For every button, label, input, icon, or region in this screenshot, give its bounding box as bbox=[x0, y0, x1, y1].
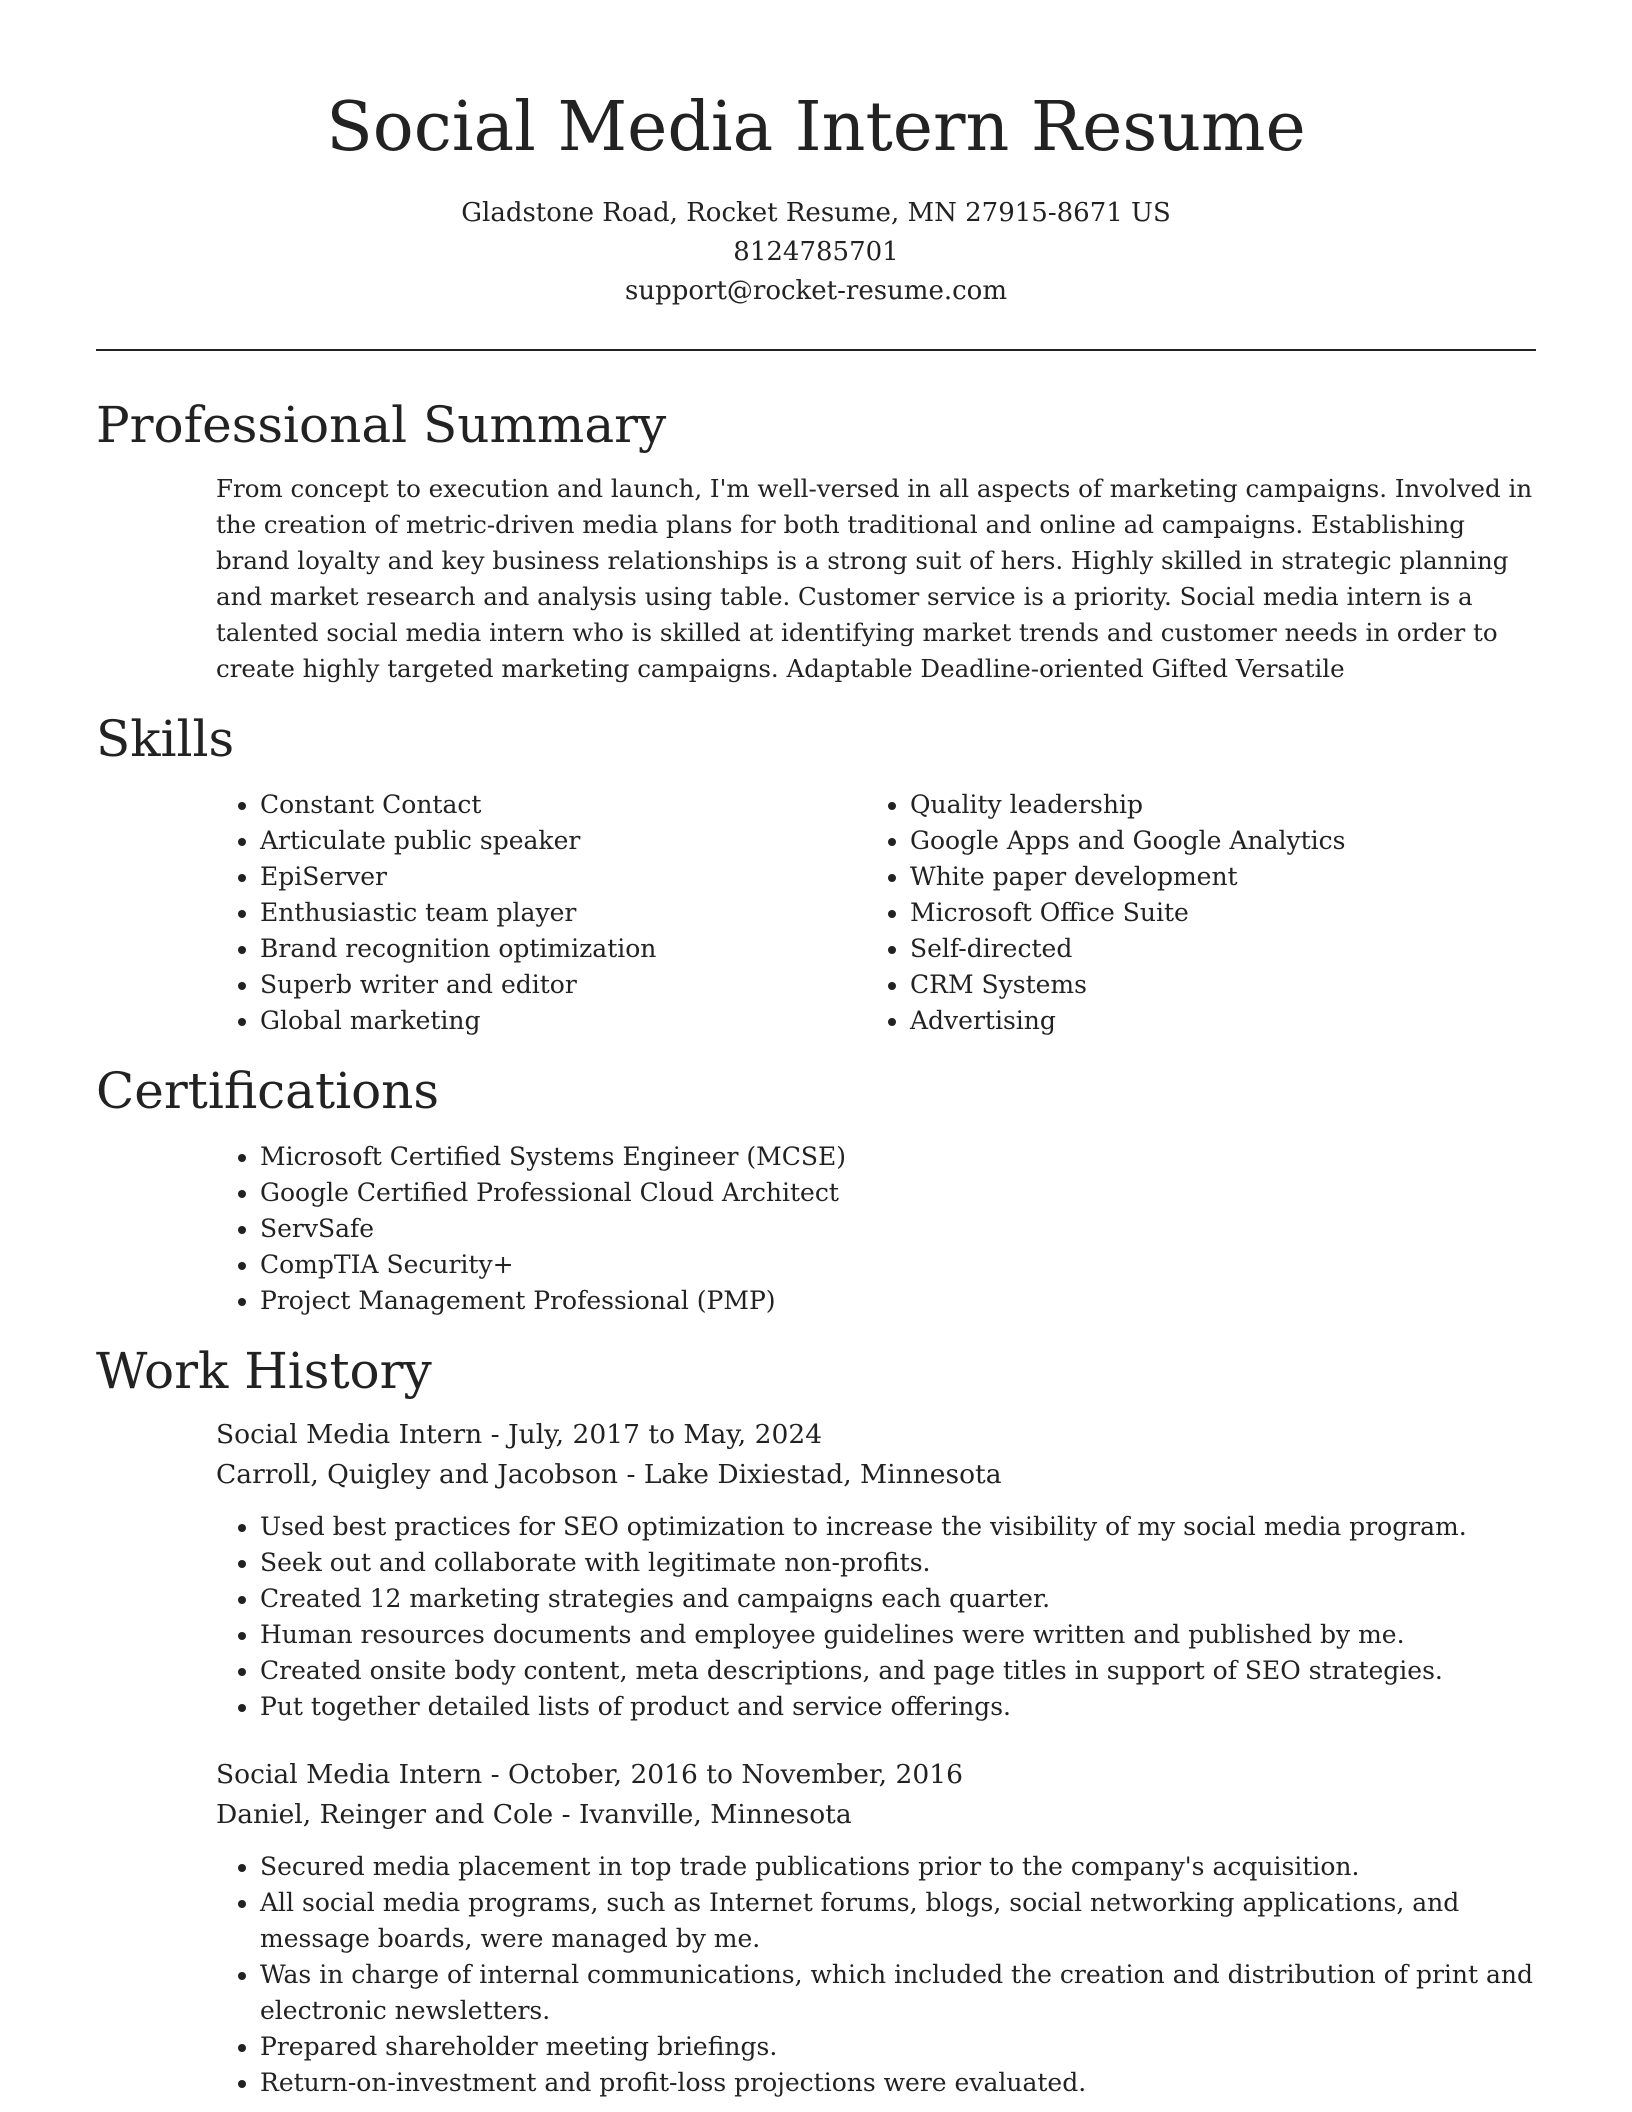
skill-item: • Google Apps and Google Analytics bbox=[910, 823, 1516, 859]
job-bullet: • Created onsite body content, meta descriptions, and page titles in support of SEO strategies. bbox=[260, 1653, 1536, 1689]
job-title-line bbox=[216, 1755, 1536, 1795]
job-bullet: • Used best practices for SEO optimization to increase the visibility of my social media program. bbox=[260, 1509, 1536, 1545]
certification-item: • Project Management Professional (PMP) bbox=[260, 1283, 1536, 1319]
job-bullet: • Return-on-investment and profit-loss projections were evaluated. bbox=[260, 2065, 1536, 2101]
skill-item: • CRM Systems bbox=[910, 967, 1516, 1003]
skill-item: • White paper development bbox=[910, 859, 1516, 895]
skills-section bbox=[96, 709, 1536, 1039]
skills-list-right bbox=[866, 787, 1516, 1039]
job-location: - Lake Dixiestad, Minnesota bbox=[618, 1459, 1002, 1490]
skills-column-right bbox=[866, 787, 1516, 1039]
skills-grid bbox=[216, 787, 1536, 1039]
job-company: Daniel, Reinger and Cole bbox=[216, 1799, 554, 1830]
skill-item: • Microsoft Office Suite bbox=[910, 895, 1516, 931]
certification-item: • ServSafe bbox=[260, 1211, 1536, 1247]
work-history-section bbox=[96, 1341, 1536, 2101]
skill-item: • Advertising bbox=[910, 1003, 1516, 1039]
job-bullet: • Secured media placement in top trade publications prior to the company's acquisition. bbox=[260, 1849, 1536, 1885]
job-role: Social Media Intern bbox=[216, 1759, 483, 1790]
certification-item: • CompTIA Security+ bbox=[260, 1247, 1536, 1283]
resume-title: Social Media Intern Resume bbox=[326, 88, 1306, 167]
contact-address: Gladstone Road, Rocket Resume, MN 27915-8671 US bbox=[461, 198, 1171, 228]
section-title-skills: Skills bbox=[96, 710, 235, 768]
section-title-certifications: Certifications bbox=[96, 1062, 440, 1120]
skill-item: • Brand recognition optimization bbox=[260, 931, 866, 967]
skill-item: • Quality leadership bbox=[910, 787, 1516, 823]
section-title-summary: Professional Summary bbox=[96, 396, 667, 454]
job-bullet: • Human resources documents and employee guidelines were written and published by me. bbox=[260, 1617, 1536, 1653]
job-company-line bbox=[216, 1795, 1536, 1835]
job-bullet: • Put together detailed lists of product and service offerings. bbox=[260, 1689, 1536, 1725]
professional-summary-section bbox=[96, 395, 1536, 687]
skill-item: • Articulate public speaker bbox=[260, 823, 866, 859]
header-divider bbox=[96, 349, 1536, 351]
job-bullet: • Prepared shareholder meeting briefings. bbox=[260, 2029, 1536, 2065]
job-location: - Ivanville, Minnesota bbox=[553, 1799, 852, 1830]
contact-phone: 8124785701 bbox=[733, 237, 899, 267]
certifications-section bbox=[96, 1061, 1536, 1319]
job-bullet: • Was in charge of internal communications, which included the creation and distribution of print and electronic newsletters. bbox=[260, 1957, 1536, 2029]
resume-header bbox=[96, 0, 1536, 311]
job-entry bbox=[216, 1755, 1536, 2101]
skill-item: • Global marketing bbox=[260, 1003, 866, 1039]
certification-item: • Microsoft Certified Systems Engineer (MCSE) bbox=[260, 1139, 1536, 1175]
job-bullet: • Seek out and collaborate with legitimate non-profits. bbox=[260, 1545, 1536, 1581]
skill-item: • EpiServer bbox=[260, 859, 866, 895]
skill-item: • Superb writer and editor bbox=[260, 967, 866, 1003]
job-entry bbox=[216, 1415, 1536, 1725]
certification-item: • Google Certified Professional Cloud Architect bbox=[260, 1175, 1536, 1211]
skill-item: • Constant Contact bbox=[260, 787, 866, 823]
summary-text: From concept to execution and launch, I'm well-versed in all aspects of marketing campaigns. Involved in the creation of metric-driven media plans for both traditional and online ad campaigns. Establishing brand loyalty and key business relationships is a strong suit of hers. Highly skilled in strategic planning and market research and analysis using table. Customer service is a priority. Social media intern is a talented social media intern who is skilled at identifying market trends and customer needs in order to create highly targeted marketing campaigns. Adaptable Deadline-oriented Gifted Versatile bbox=[216, 474, 1533, 683]
contact-info bbox=[96, 194, 1536, 311]
skill-item: • Enthusiastic team player bbox=[260, 895, 866, 931]
job-bullets bbox=[216, 1509, 1536, 1725]
job-title-line bbox=[216, 1415, 1536, 1455]
skill-item: • Self-directed bbox=[910, 931, 1516, 967]
job-company-line bbox=[216, 1455, 1536, 1495]
job-bullet: • Created 12 marketing strategies and campaigns each quarter. bbox=[260, 1581, 1536, 1617]
job-dates: - July, 2017 to May, 2024 bbox=[482, 1419, 823, 1450]
section-title-work-history: Work History bbox=[96, 1342, 432, 1400]
skills-list-left bbox=[216, 787, 866, 1039]
contact-email: support@rocket-resume.com bbox=[624, 276, 1007, 306]
job-bullets bbox=[216, 1849, 1536, 2101]
job-role: Social Media Intern bbox=[216, 1419, 483, 1450]
job-dates: - October, 2016 to November, 2016 bbox=[482, 1759, 963, 1790]
skills-column-left bbox=[216, 787, 866, 1039]
certifications-list bbox=[216, 1139, 1536, 1319]
job-company: Carroll, Quigley and Jacobson bbox=[216, 1459, 619, 1490]
job-bullet: • All social media programs, such as Internet forums, blogs, social networking applications, and message boards, were managed by me. bbox=[260, 1885, 1536, 1957]
